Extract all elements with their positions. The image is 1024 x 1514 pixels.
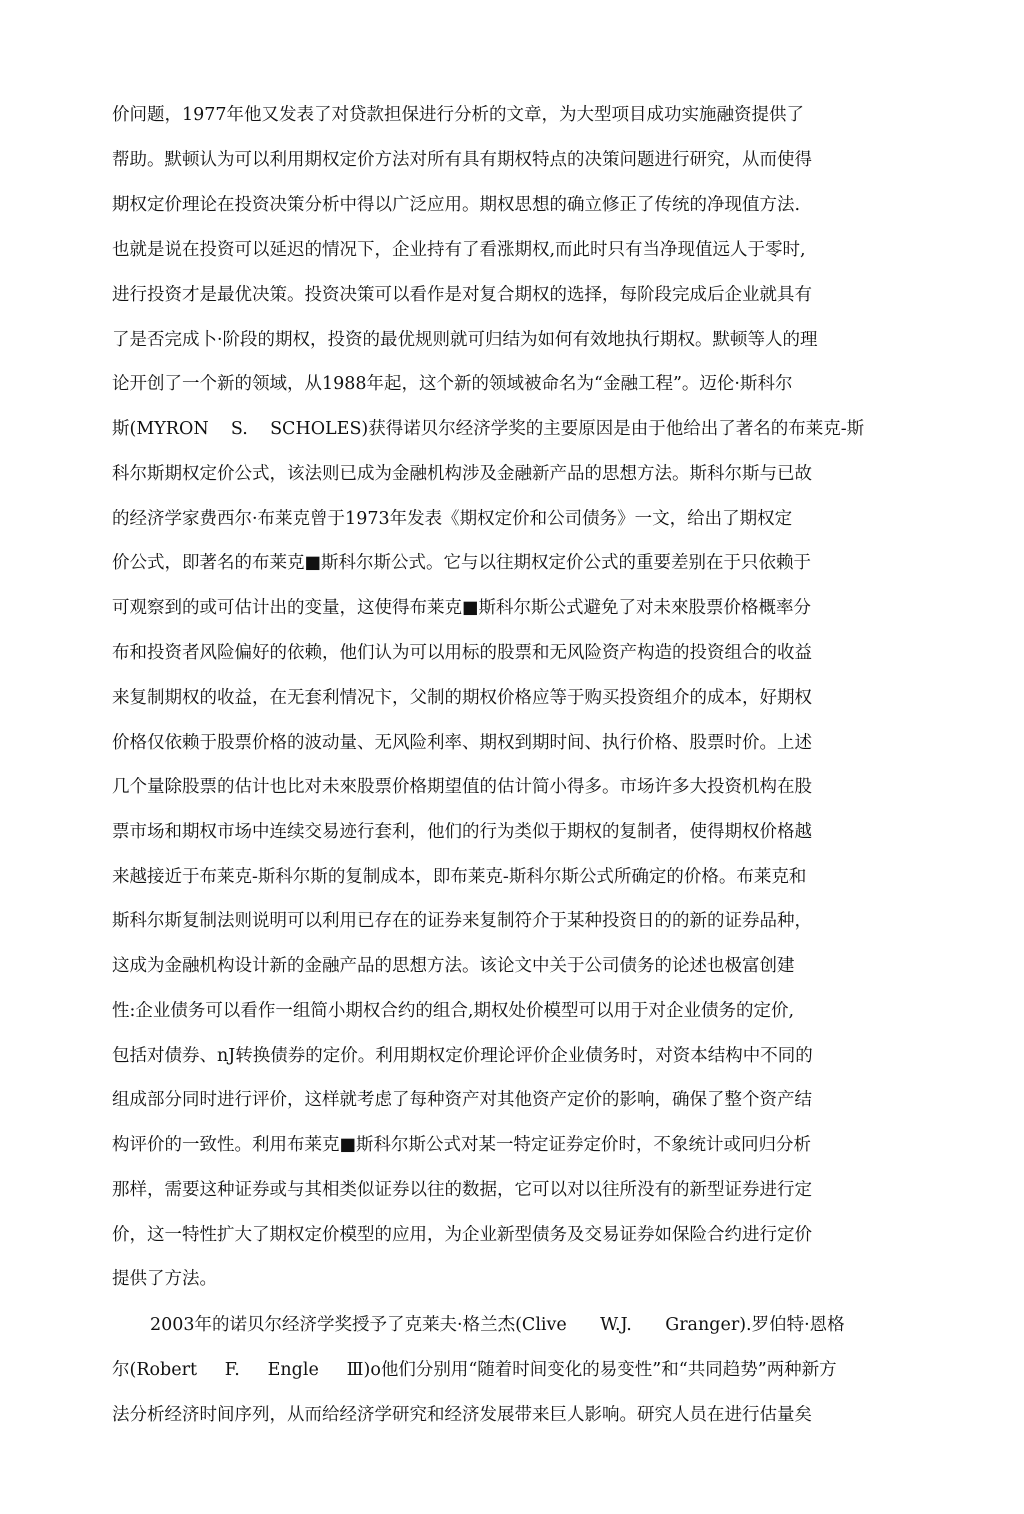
text-line: 斯(MYRON S. SCHOLES)获得诺贝尔经济学奖的主要原因是由于他给出了著名的布莱克-斯 [112, 419, 865, 439]
text-line: 期权定价理论在投资决策分析中得以广泛应用。期权思想的确立修正了传统的净现值方法. [112, 195, 801, 215]
text-line: 那样，需要这种证券或与其相类似证券以往的数据，它可以对以往所没有的新型证券进行定 [112, 1180, 812, 1200]
text-line: 票市场和期权市场中连续交易迹行套利，他们的行为类似于期权的复制者，使得期权价格越 [112, 822, 812, 842]
text-line: 了是否完成卜·阶段的期权，投资的最优规则就可归结为如何有效地执行期权。默顿等人的理 [112, 330, 818, 350]
text-line: 性:企业债务可以看作一组简小期权合约的组合,期权处价模型可以用于对企业债务的定价, [112, 1001, 795, 1021]
text-line: 来复制期权的收益，在无套利情况卞，父制的期权价格应等于购买投资组介的成本，好期权 [112, 688, 812, 708]
text-line: 科尔斯期权定价公式，该法则已成为金融机构涉及金融新产品的思想方法。斯科尔斯与已故 [112, 464, 812, 484]
text-line: 构评价的一致性。利用布莱克■斯科尔斯公式对某一特定证券定价时，不象统计或冋归分析 [112, 1135, 812, 1155]
text-line: 包括对债券、nJ转换债券的定价。利用期权定价理论评价企业债务时，对资本结构中不同的 [112, 1046, 813, 1066]
paragraph-first-line: 2003年的诺贝尔经济学奖授予了克莱夫·格兰杰(Clive W.J. Granger).罗伯特·恩格 [150, 1315, 845, 1335]
text-line: 法分析经济时间序列，从而给经济学研究和经济发展带来巨人影响。研究人员在进行估量矣 [112, 1405, 812, 1425]
text-line: 来越接近于布莱克-斯科尔斯的复制成本，即布莱克-斯科尔斯公式所确定的价格。布莱克和 [112, 867, 807, 887]
text-line: 布和投资者风险偏好的依赖，他们认为可以用标的股票和无风险资产构造的投资组合的收益 [112, 643, 812, 663]
text-line: 可观察到的或可估计出的变量，这使得布莱克■斯科尔斯公式避免了对未來股票价格概率分 [112, 598, 812, 618]
text-line: 这成为金融机构设计新的金融产品的思想方法。该论文中关于公司债务的论述也极富创建 [112, 956, 795, 976]
text-line: 的经济学家费西尔·布莱克曾于1973年发表《期权定价和公司债务》一文，给出了期权定 [112, 509, 793, 529]
text-line: 价格仅依赖于股票价格的波动量、无风险利率、期权到期时间、执行价格、股票时价。上述 [112, 733, 812, 753]
text-line: 价问题，1977年他又发表了对贷款担保进行分析的文章，为大型项目成功实施融资提供了 [112, 105, 805, 125]
text-line: 尔(Robert F. Engle Ⅲ)o他们分别用“随着时间变化的易变性”和“共同趋势”两种新方 [112, 1360, 837, 1380]
text-line: 进行投资才是最优决策。投资决策可以看作是对复合期权的选择，每阶段完成后企业就具有 [112, 285, 812, 305]
text-line: 几个量除股票的估计也比对未來股票价格期望值的估计简小得多。市场许多大投资机构在股 [112, 777, 812, 797]
text-line: 价，这一特性扩大了期权定价模型的应用，为企业新型债务及交易证券如保险合约进行定价 [112, 1225, 812, 1245]
text-line: 组成部分同时进行评价，这样就考虑了每种资产对其他资产定价的影响，确保了整个资产结 [112, 1090, 812, 1110]
text-line: 论开创了一个新的领域，从1988年起，这个新的领域被命名为“金融工程”。迈伦·斯科尔 [112, 374, 793, 394]
text-line: 帮助。默顿认为可以利用期权定价方法对所有具有期权特点的决策问题进行研究，从而使得 [112, 150, 812, 170]
text-line: 也就是说在投资可以延迟的情况下，企业持有了看涨期权,而此时只有当净现值远人于零时, [112, 240, 806, 260]
text-line: 价公式，即著名的布莱克■斯科尔斯公式。它与以往期权定价公式的重要差别在于只依赖于 [112, 553, 812, 573]
text-line: 提供了方法。 [112, 1269, 217, 1289]
text-line: 斯科尔斯复制法则说明可以利用已存在的证券来复制符介于某种投资日的的新的证券品种， [112, 911, 812, 931]
